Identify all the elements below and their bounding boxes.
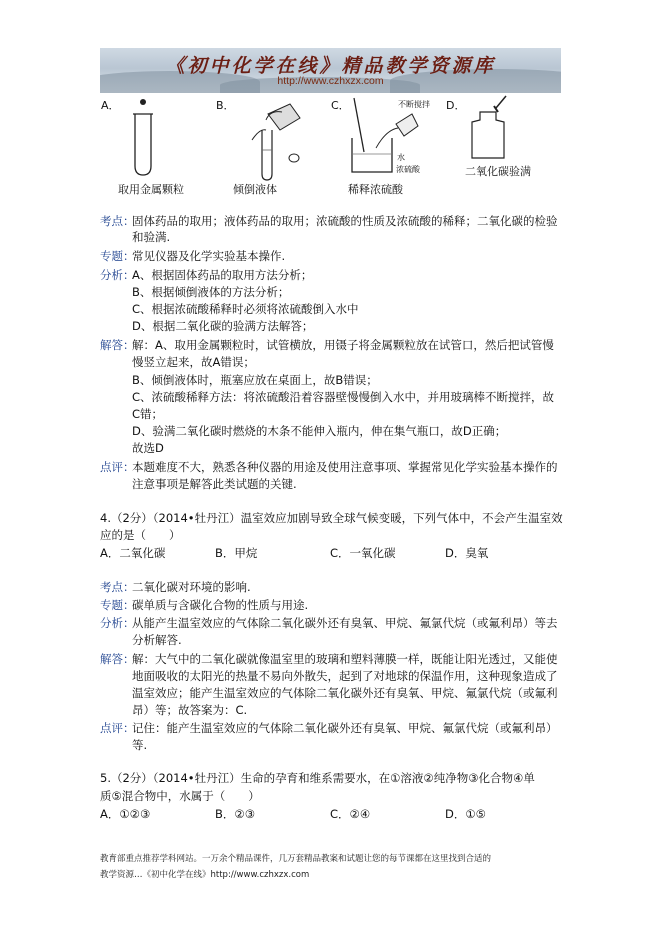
q4-stem-line1: 4.（2分）（2014•牡丹江）温室效应加剧导致全球气候变暖，下列气体中，不会产生温室效 [100,511,563,525]
q3-fenxi-b: B、根据倾倒液体的方法分析； [132,285,290,299]
q3-fenxi-a: A、根据固体药品的取用方法分析； [132,268,313,282]
q3-jieda-line1: 解：A、取用金属颗粒时，试管横放，用镊子将金属颗粒放在试管口，然后把试管慢 [132,338,554,352]
q3-dianping-line2: 注意事项是解答此类试题的关键. [132,477,297,491]
caption-d: 二氧化碳验满 [465,165,531,178]
q4-option-a: A．二氧化碳 [100,546,166,560]
q3-fenxi-label: 分析： [100,268,135,282]
q5-option-a: A．①②③ [100,807,151,821]
q4-jieda-line1: 解：大气中的二氧化碳就像温室里的玻璃和塑料薄膜一样，既能让阳光透过，又能使 [132,652,558,666]
q4-jieda-label: 解答： [100,652,135,666]
q3-jieda-line7: 故选D [132,441,164,455]
q4-stem-line2: 应的是（ ） [100,528,181,542]
caption-a: 取用金属颗粒 [118,183,184,196]
q3-kaodian-line1: 固体药品的取用；液体药品的取用；浓硫酸的性质及浓硫酸的稀释；二氧化碳的检验 [132,214,558,228]
q3-jieda-line5: C错； [132,407,164,421]
q3-fenxi-d: D、根据二氧化碳的验满方法解答； [132,319,314,333]
q4-dianping-line1: 记住：能产生温室效应的气体除二氧化碳外还有臭氧、甲烷、氟氯代烷（或氟利昂） [132,721,558,735]
gas-jar-diagram [466,94,526,160]
q3-jieda-line2: 慢竖立起来，故A错误； [132,355,255,369]
q4-zhuanti-label: 专题： [100,598,135,612]
q3-jieda-line6: D、验满二氧化碳时燃烧的木条不能伸入瓶内，伸在集气瓶口，故D正确； [132,424,507,438]
header-banner [100,48,561,93]
banner-url[interactable]: http://www.czhxzx.com [277,75,384,87]
caption-b: 倾倒液体 [233,183,277,196]
q4-fenxi-line1: 从能产生温室效应的气体除二氧化碳外还有臭氧、甲烷、氟氯代烷（或氟利昂）等去 [132,616,558,630]
q3-fenxi-c: C、根据浓硫酸稀释时必须将浓硫酸倒入水中 [132,302,359,316]
footer-line2[interactable]: 教学资源…《初中化学在线》http://www.czhxzx.com [100,870,310,880]
figure-option-c: C． [331,99,350,112]
q3-dianping-line1: 本题难度不大，熟悉各种仪器的用途及使用注意事项、掌握常见化学实验基本操作的 [132,460,558,474]
figure-option-a: A． [101,99,120,112]
q4-option-d: D．臭氧 [445,546,489,560]
q4-jieda-line2: 地面吸收的太阳光的热量不易向外散失，起到了对地球的保温作用，这种现象造成了 [132,669,558,683]
q3-jieda-line4: C、浓硫酸稀释方法：将浓硫酸沿着容器壁慢慢倒入水中，并用玻璃棒不断搅拌，故 [132,390,555,404]
q4-fenxi-label: 分析： [100,616,135,630]
test-tube-granule-diagram [126,96,162,178]
label-water: 水 [397,153,405,162]
q5-stem-line1: 5.（2分）（2014•牡丹江）生命的孕育和维系需要水，在①溶液②纯净物③化合物④单 [100,771,535,785]
q3-zhuanti-label: 专题： [100,249,135,263]
q3-jieda-label: 解答： [100,338,135,352]
q5-option-c: C．②④ [330,807,371,821]
q3-jieda-line3: B、倾倒液体时，瓶塞应放在桌面上，故B错误； [132,373,378,387]
q4-zhuanti: 碳单质与含碳化合物的性质与用途. [132,598,309,612]
q4-kaodian: 二氧化碳对环境的影响. [132,580,251,594]
q5-option-d: D．①⑤ [445,807,486,821]
q4-option-b: B．甲烷 [215,546,258,560]
figure-option-d: D． [446,99,466,112]
q4-option-c: C．一氧化碳 [330,546,396,560]
q4-fenxi-line2: 分析解答. [132,633,182,647]
q4-dianping-line2: 等. [132,738,148,752]
q3-kaodian-line2: 和验满. [132,230,171,244]
figure-option-b: B． [216,99,235,112]
q4-dianping-label: 点评： [100,721,135,735]
label-conc-acid: 浓硫酸 [396,165,420,174]
q3-dianping-label: 点评： [100,460,135,474]
pouring-liquid-diagram [232,100,302,182]
banner-title: 《初中化学在线》精品教学资源库 [165,55,496,77]
q5-option-b: B．②③ [215,807,256,821]
label-stir: 不断搅拌 [398,100,430,109]
footer-line1: 教育部重点推荐学科网站。一万余个精品课件，几万套精品教案和试题让您的每节课都在这里找到合适的 [100,854,492,864]
q4-jieda-line3: 温室效应；能产生温室效应的气体除二氧化碳外还有臭氧、甲烷、氟氯代烷（或氟利 [132,686,558,700]
caption-c: 稀释浓硫酸 [348,183,403,196]
q3-kaodian-label: 考点： [100,214,135,228]
q5-stem-line2: 质⑤混合物中，水属于（ ） [100,789,260,803]
q3-zhuanti: 常见仪器及化学实验基本操作. [132,249,286,263]
q4-jieda-line4: 昂）等；故答案为：C. [132,703,248,717]
q4-kaodian-label: 考点： [100,580,135,594]
